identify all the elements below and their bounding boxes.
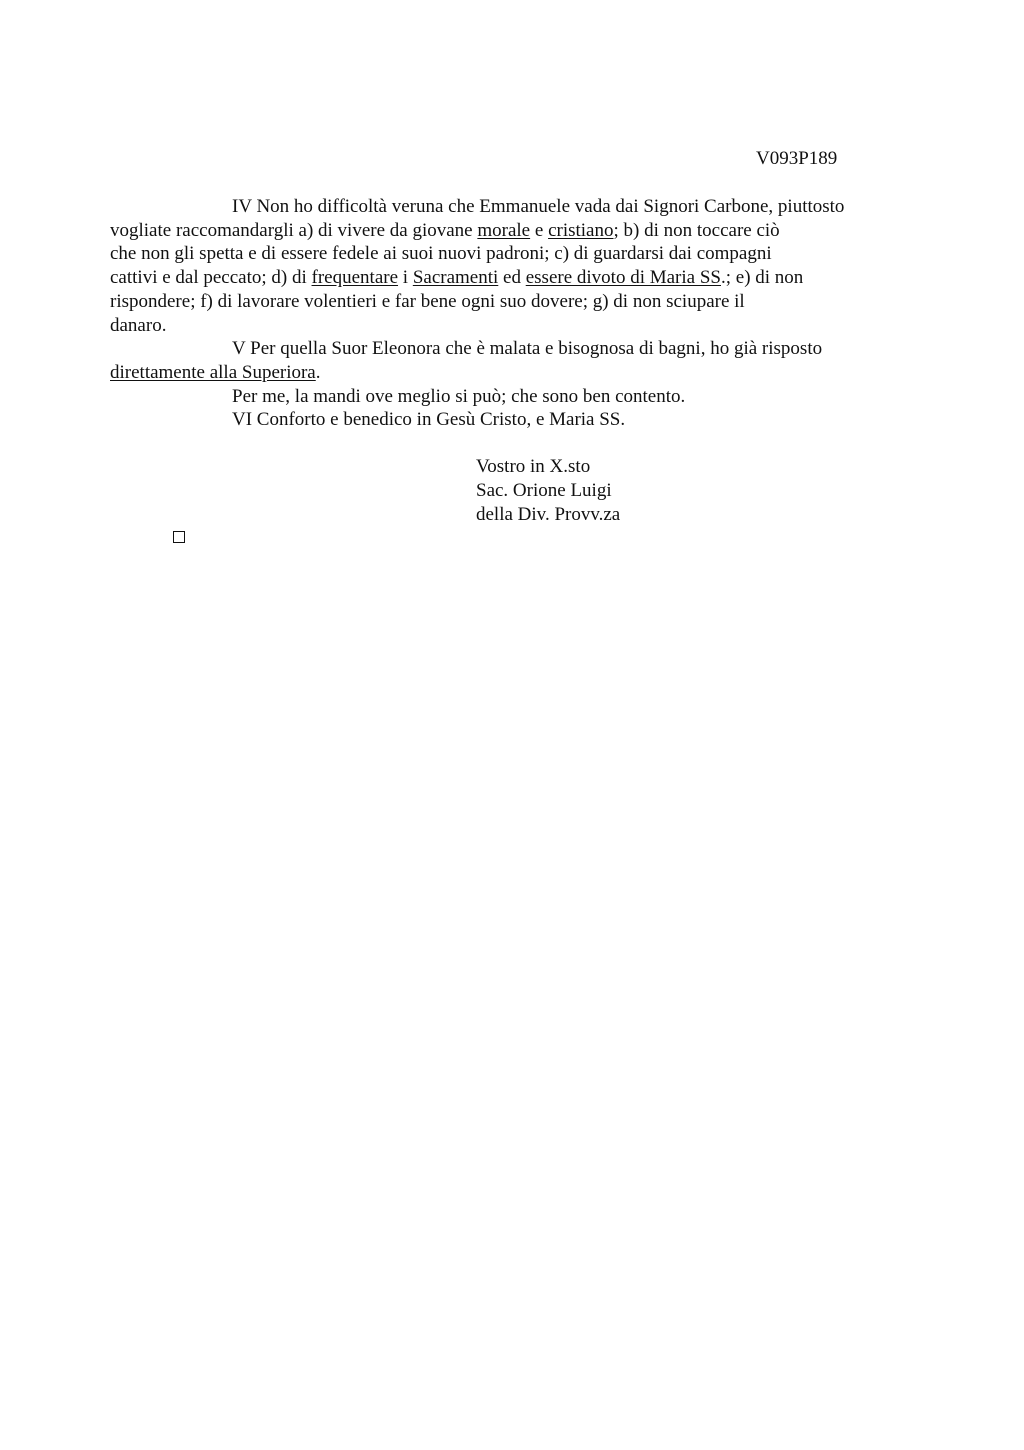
underlined-phrase-divoto: essere divoto di Maria SS [525, 267, 721, 289]
text-line: IV Non ho difficoltà veruna che Emmanuele vada dai Signori Carbone, piuttosto [232, 196, 845, 217]
text-run: vogliate raccomandargli a) di vivere da giovane [110, 219, 478, 241]
page-reference: V093P189 [756, 148, 838, 169]
underlined-word-cristiano: cristiano [548, 219, 614, 241]
text-run: e [530, 219, 549, 241]
underlined-word-morale: morale [477, 219, 531, 241]
text-line: danaro. [110, 314, 167, 336]
text-run: ; b) di non toccare ciò [613, 219, 780, 241]
paragraph-v [110, 337, 941, 384]
letter-body [110, 195, 941, 432]
paragraph-per-me [171, 385, 941, 409]
signature-title: della Div. Provv.za [476, 504, 621, 525]
text-run: ed [498, 267, 526, 289]
signature-name: Sac. Orione Luigi [476, 480, 612, 501]
text-run: . [315, 361, 321, 383]
text-line: Per me, la mandi ove meglio si può; che sono ben contento. [232, 385, 686, 407]
text-line: rispondere; f) di lavorare volentieri e far bene ogni suo dovere; g) di non sciupare il [110, 290, 745, 312]
text-line: VI Conforto e benedico in Gesù Cristo, e Maria SS. [232, 409, 626, 431]
text-line: che non gli spetta e di essere fedele ai suoi nuovi padroni; c) di guardarsi dai compagni [110, 243, 772, 265]
paragraph-vi [171, 408, 941, 432]
empty-checkbox-icon [173, 531, 185, 543]
signature-closing: Vostro in X.sto [476, 456, 591, 477]
text-run: .; e) di non [720, 267, 804, 289]
text-line [110, 219, 941, 243]
underlined-phrase-superiora: direttamente alla Superiora [110, 361, 316, 383]
text-run: i [398, 267, 413, 289]
underlined-word-sacramenti: Sacramenti [412, 267, 499, 289]
signature-block [476, 455, 620, 527]
text-line [110, 361, 941, 385]
underlined-word-frequentare: frequentare [311, 267, 399, 289]
text-run: cattivi e dal peccato; d) di [110, 267, 312, 289]
text-line [110, 266, 941, 290]
text-line: V Per quella Suor Eleonora che è malata e bisognosa di bagni, ho già risposto [232, 338, 823, 360]
paragraph-iv [110, 195, 941, 337]
